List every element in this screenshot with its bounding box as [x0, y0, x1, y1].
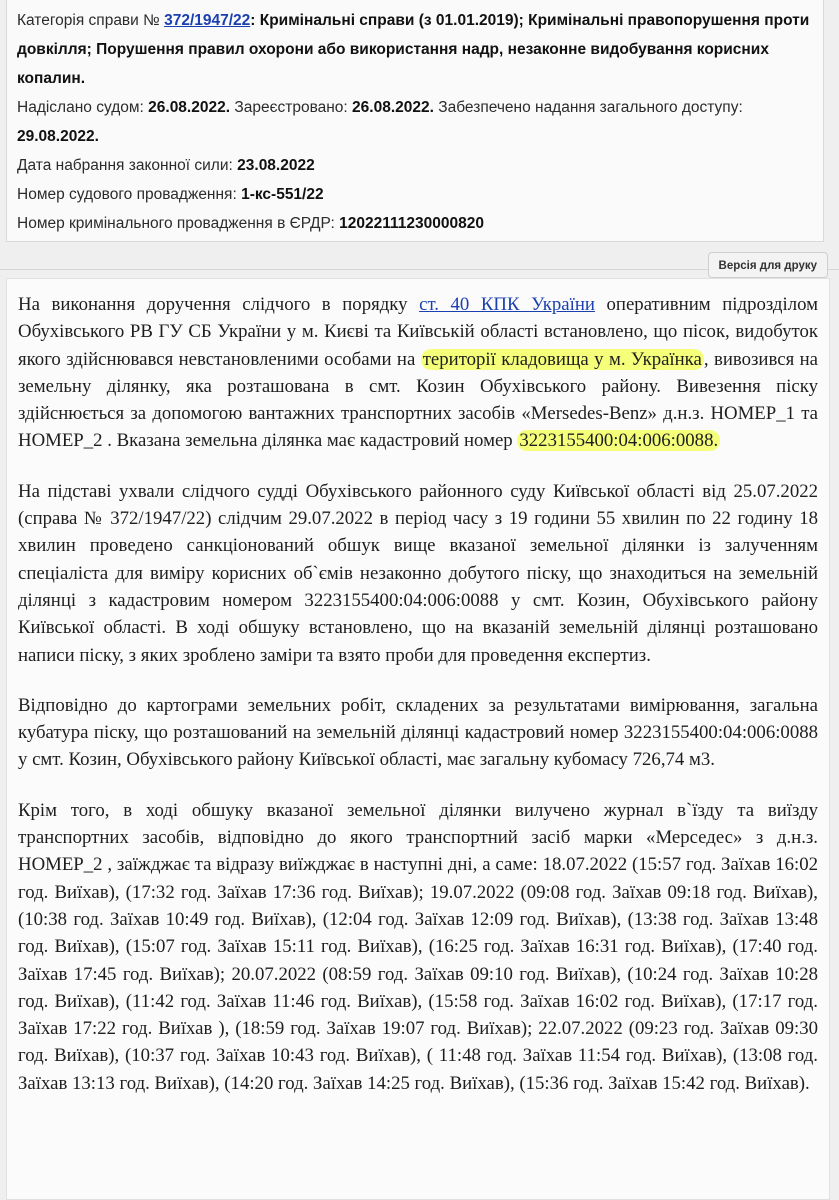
public-access-date: 29.08.2022. [17, 128, 99, 145]
registered-label: Зареєстровано: [234, 99, 348, 116]
effective-date-row [17, 151, 813, 180]
highlight-cemetery: території кладовища у м. Українка [422, 348, 702, 370]
p1-text-a: На виконання доручення слідчого в порядку [18, 294, 408, 315]
document-paragraph-3: Відповідно до картограми земельних робіт, складених за результатами вимірювання, загальна кубатура піску, що розташований на земельній ділянці кадастровий номер 3223155400:04:006:0088 у смт. Козин, Обухівського району Київської області, має загальну кубомасу 726,74 м3. [18, 694, 818, 771]
erdr-number: 12022111230000820 [339, 215, 485, 232]
effective-label: Дата набрання законної сили: [17, 157, 233, 174]
case-dates [17, 93, 813, 151]
p1-text-c: , вивозився на земельну ділянку, яка розташована в смт. Козин Обухівського району. Вивезення піску здійснюється за допомогою вантажних транспортних засобів «Mersedes-Benz» д.н.з. НОМЕР_1 та НОМЕР_2 . Вказана земельна ділянка має кадастровий номер [18, 348, 819, 452]
document-paragraph-4: Крім того, в ході обшуку вказаної земельної ділянки вилучено журнал в`їзду та виїзду транспортних засобів, відповідно до якого транспортний засіб марки «Мерседес» з д.н.з. НОМЕР_2 , заїжджає та відразу виїжджає в наступні дні, а саме: 18.07.2022 (15:57 год. Заїхав 16:02 год. Виїхав), (17:32 год. Заїхав 17:36 год. Виїхав); 19.07.2022 (09:08 год. Заїхав 09:18 год. Виїхав), (10:38 год. Заїхав 10:49 год. Виїхав), (12:04 год. Заїхав 12:09 год. Виїхав), (13:38 год. Заїхав 13:48 год. Виїхав), (15:07 год. Заїхав 15:11 год. Виїхав), (16:25 год. Заїхав 16:31 год. Виїхав), (17:40 год. Заїхав 17:45 год. Виїхав); 20.07.2022 (08:59 год. Заїхав 09:10 год. Виїхав), (10:24 год. Заїхав 10:28 год. Виїхав), (11:42 год. Заїхав 11:46 год. Виїхав), (15:58 год. Заїхав 16:02 год. Виїхав), (17:17 год. Заїхав 17:22 год. Виїхав ), (18:59 год. Заїхав 19:07 год. Виїхав); 22.07.2022 (09:23 год. Заїхав 09:30 год. Виїхав), (10:37 год. Заїхав 10:43 год. Виїхав), ( 11:48 год. Заїхав 11:54 год. Виїхав), (13:08 год. Заїхав 13:13 год. Виїхав), (14:20 год. Заїхав 14:25 год. Виїхав), (15:36 год. Заїхав 15:42 год. Виїхав). [18, 799, 818, 1094]
law-article-link[interactable]: ст. 40 КПК України [419, 294, 595, 315]
highlight-cadastral-number: 3223155400:04:006:0088. [519, 430, 719, 452]
document-paragraph-2: На підставі ухвали слідчого судді Обухівського районного суду Київської області від 25.07.2022 (справа № 372/1947/22) слідчим 29.07.2022 в період часу з 19 години 55 хвилин по 22 годину 18 хвилин проведено санкціонований обшук вище вказаної земельної ділянки із залученням спеціаліста для виміру корисних об`ємів незаконно добутого піску, що знаходиться на земельній ділянці з кадастровим номером 3223155400:04:006:0088 у смт. Козин, Обухівського району Київської області. В ході обшуку встановлено, що на вказаній земельній ділянці розташовано написи піску, з яких зроблено заміри та взято проби для проведення експертиз. [18, 480, 818, 666]
sent-label: Надіслано судом: [17, 99, 144, 116]
case-number-link[interactable]: 372/1947/22 [164, 12, 251, 29]
registered-date: 26.08.2022. [352, 99, 434, 116]
p1-text-b: оперативним підрозділом Обухівського РВ ГУ СБ України у м. Києві та Київській області встановлено, що пісок, видобуток якого здійснювався невстановленими особами на [18, 294, 818, 370]
erdr-label: Номер кримінального провадження в ЄРДР: [17, 215, 335, 232]
effective-date: 23.08.2022 [237, 157, 315, 174]
category-label: Категорія справи № [17, 12, 160, 29]
proceeding-label: Номер судового провадження: [17, 186, 237, 203]
document-body [6, 278, 830, 1200]
case-category [17, 6, 813, 93]
public-access-label: Забезпечено надання загального доступу: [438, 99, 743, 116]
category-text: : Кримінальні справи (з 01.01.2019); Кримінальні правопорушення проти довкілля; Порушення правил охорони або використання надр, незаконне видобування корисних копалин. [17, 12, 810, 87]
print-version-button[interactable]: Версія для друку [708, 252, 828, 278]
proceeding-row [17, 180, 813, 209]
case-info-panel [6, 0, 824, 242]
proceeding-number: 1-кс-551/22 [241, 186, 324, 203]
sent-date: 26.08.2022. [148, 99, 231, 116]
document-paragraph-1 [18, 291, 818, 455]
erdr-row [17, 209, 813, 238]
